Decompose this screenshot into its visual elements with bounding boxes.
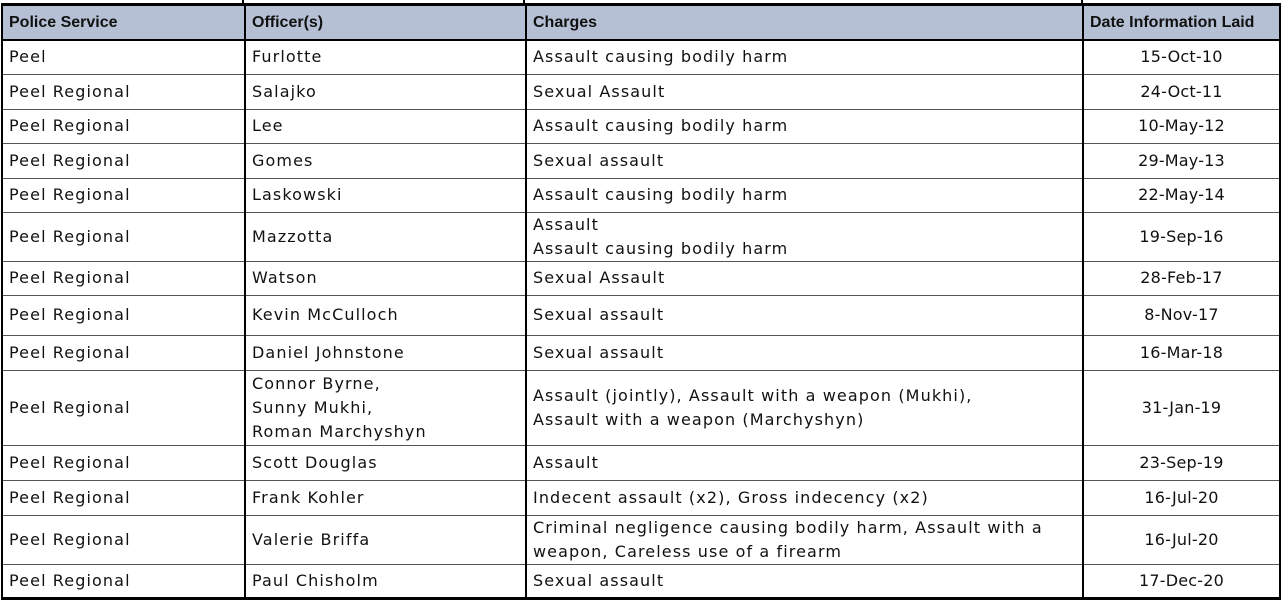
charge-text: Assault causing bodily harm <box>533 116 789 135</box>
table-body <box>2 40 1280 598</box>
officer-name: Salajko <box>252 81 317 101</box>
cell-date-information-laid[interactable] <box>1083 515 1280 564</box>
cell-charges[interactable] <box>526 335 1083 370</box>
cell-date-information-laid[interactable] <box>1083 480 1280 515</box>
officer-name: Laskowski <box>252 185 343 204</box>
cell-charges[interactable] <box>526 178 1083 212</box>
cell-police-service[interactable] <box>2 335 245 370</box>
cell-date-information-laid[interactable] <box>1083 212 1280 261</box>
charges-table <box>1 3 1281 600</box>
cell-charges[interactable] <box>526 40 1083 74</box>
charge-text: Assault (jointly), Assault with a weapon (Mukhi), <box>533 385 973 405</box>
date-text: 31-Jan-19 <box>1141 397 1222 417</box>
table-row <box>2 40 1280 74</box>
date-text: 29-May-13 <box>1138 150 1225 170</box>
cell-police-service[interactable] <box>2 261 245 295</box>
officer-name: Daniel Johnstone <box>252 342 405 362</box>
cell-charges[interactable] <box>526 295 1083 335</box>
cell-police-service[interactable] <box>2 480 245 515</box>
table-row <box>2 212 1280 261</box>
cell-officers[interactable] <box>245 40 526 74</box>
cell-charges[interactable] <box>526 261 1083 295</box>
header-charges[interactable]: Charges <box>526 5 1083 41</box>
cell-date-information-laid[interactable] <box>1083 143 1280 178</box>
table-row <box>2 335 1280 370</box>
cell-charges[interactable] <box>526 212 1083 261</box>
cell-date-information-laid[interactable] <box>1083 564 1280 598</box>
cell-police-service[interactable] <box>2 295 245 335</box>
cell-officers[interactable] <box>245 178 526 212</box>
date-text: 8-Nov-17 <box>1144 305 1219 324</box>
charge-text: weapon, Careless use of a firearm <box>533 541 843 561</box>
table-row <box>2 370 1280 445</box>
officer-name: Sunny Mukhi, <box>252 397 374 417</box>
charge-text: Indecent assault (x2), Gross indecency (x2) <box>533 487 929 507</box>
cell-officers[interactable] <box>245 109 526 143</box>
cell-police-service[interactable] <box>2 370 245 445</box>
cell-date-information-laid[interactable] <box>1083 261 1280 295</box>
table-row <box>2 74 1280 109</box>
charge-text: Sexual Assault <box>533 81 666 101</box>
date-text: 17-Dec-20 <box>1138 570 1225 590</box>
cell-police-service[interactable] <box>2 445 245 480</box>
charge-text: Assault causing bodily harm <box>533 47 789 67</box>
cell-charges[interactable] <box>526 445 1083 480</box>
cell-date-information-laid[interactable] <box>1083 178 1280 212</box>
cell-police-service[interactable] <box>2 515 245 564</box>
charge-text: Sexual assault <box>533 305 665 324</box>
date-text: 16-Mar-18 <box>1139 342 1224 362</box>
officer-name: Gomes <box>252 150 314 170</box>
police-service-text: Peel <box>9 47 47 67</box>
cell-charges[interactable] <box>526 480 1083 515</box>
police-service-text: Peel Regional <box>9 150 131 170</box>
table-row <box>2 445 1280 480</box>
cell-date-information-laid[interactable] <box>1083 295 1280 335</box>
cell-officers[interactable] <box>245 564 526 598</box>
cell-police-service[interactable] <box>2 212 245 261</box>
charge-text: Sexual assault <box>533 342 665 362</box>
cell-date-information-laid[interactable] <box>1083 445 1280 480</box>
officer-name: Connor Byrne, <box>252 373 381 393</box>
police-service-text: Peel Regional <box>9 397 131 417</box>
header-officers[interactable]: Officer(s) <box>245 5 526 41</box>
officer-name: Mazzotta <box>252 226 334 246</box>
charge-text: Assault with a weapon (Marchyshyn) <box>533 409 865 429</box>
cell-charges[interactable] <box>526 74 1083 109</box>
table-row <box>2 109 1280 143</box>
cell-officers[interactable] <box>245 480 526 515</box>
cell-date-information-laid[interactable] <box>1083 40 1280 74</box>
cell-police-service[interactable] <box>2 143 245 178</box>
police-service-text: Peel Regional <box>9 452 131 472</box>
table-row <box>2 515 1280 564</box>
charge-text: Sexual assault <box>533 150 665 170</box>
date-text: 10-May-12 <box>1138 116 1225 135</box>
charge-text: Assault <box>533 452 599 472</box>
date-text: 19-Sep-16 <box>1139 226 1224 246</box>
date-text: 28-Feb-17 <box>1140 268 1223 287</box>
police-service-text: Peel Regional <box>9 268 131 287</box>
cell-officers[interactable] <box>245 74 526 109</box>
cell-officers[interactable] <box>245 212 526 261</box>
cell-police-service[interactable] <box>2 74 245 109</box>
header-date-information-laid[interactable]: Date Information Laid <box>1083 5 1280 41</box>
cell-officers[interactable] <box>245 143 526 178</box>
cell-date-information-laid[interactable] <box>1083 74 1280 109</box>
charge-text: Assault causing bodily harm <box>533 238 789 258</box>
charge-text: Assault causing bodily harm <box>533 185 789 204</box>
date-text: 22-May-14 <box>1138 185 1225 204</box>
officer-name: Lee <box>252 116 284 135</box>
date-text: 23-Sep-19 <box>1139 452 1224 472</box>
officer-name: Kevin McCulloch <box>252 305 399 324</box>
cell-charges[interactable] <box>526 370 1083 445</box>
cell-police-service[interactable] <box>2 40 245 74</box>
table-row <box>2 178 1280 212</box>
officer-name: Paul Chisholm <box>252 570 379 590</box>
charge-text: Criminal negligence causing bodily harm, Assault with a <box>533 517 1043 537</box>
charge-text: Assault <box>533 214 599 234</box>
cell-officers[interactable] <box>245 445 526 480</box>
table-row <box>2 564 1280 598</box>
cell-police-service[interactable] <box>2 564 245 598</box>
header-police-service[interactable]: Police Service <box>2 5 245 41</box>
cell-police-service[interactable] <box>2 109 245 143</box>
officer-name: Frank Kohler <box>252 487 365 507</box>
cell-officers[interactable] <box>245 261 526 295</box>
cell-date-information-laid[interactable] <box>1083 335 1280 370</box>
officer-name: Roman Marchyshyn <box>252 421 427 441</box>
police-service-text: Peel Regional <box>9 81 131 101</box>
police-service-text: Peel Regional <box>9 570 131 590</box>
cell-officers[interactable] <box>245 335 526 370</box>
cell-date-information-laid[interactable] <box>1083 370 1280 445</box>
cell-charges[interactable] <box>526 109 1083 143</box>
officer-name: Furlotte <box>252 47 323 67</box>
cell-police-service[interactable] <box>2 178 245 212</box>
police-service-text: Peel Regional <box>9 487 131 507</box>
police-service-text: Peel Regional <box>9 529 131 549</box>
police-service-text: Peel Regional <box>9 342 131 362</box>
police-service-text: Peel Regional <box>9 116 131 135</box>
officer-name: Scott Douglas <box>252 452 378 472</box>
table-row <box>2 295 1280 335</box>
date-text: 16-Jul-20 <box>1144 487 1219 507</box>
cell-officers[interactable] <box>245 515 526 564</box>
cell-charges[interactable] <box>526 143 1083 178</box>
charge-text: Sexual Assault <box>533 268 666 287</box>
table-row <box>2 143 1280 178</box>
cell-date-information-laid[interactable] <box>1083 109 1280 143</box>
table-row <box>2 480 1280 515</box>
officer-name: Valerie Briffa <box>252 529 371 549</box>
date-text: 16-Jul-20 <box>1144 529 1219 549</box>
date-text: 15-Oct-10 <box>1140 47 1223 67</box>
cell-officers[interactable] <box>245 295 526 335</box>
police-service-text: Peel Regional <box>9 305 131 324</box>
police-service-text: Peel Regional <box>9 226 131 246</box>
table-row <box>2 261 1280 295</box>
police-service-text: Peel Regional <box>9 185 131 204</box>
header-row <box>2 5 1280 41</box>
cell-officers[interactable] <box>245 370 526 445</box>
cell-charges[interactable] <box>526 564 1083 598</box>
date-text: 24-Oct-11 <box>1140 81 1223 101</box>
charge-text: Sexual assault <box>533 570 665 590</box>
cell-charges[interactable] <box>526 515 1083 564</box>
officer-name: Watson <box>252 268 318 287</box>
